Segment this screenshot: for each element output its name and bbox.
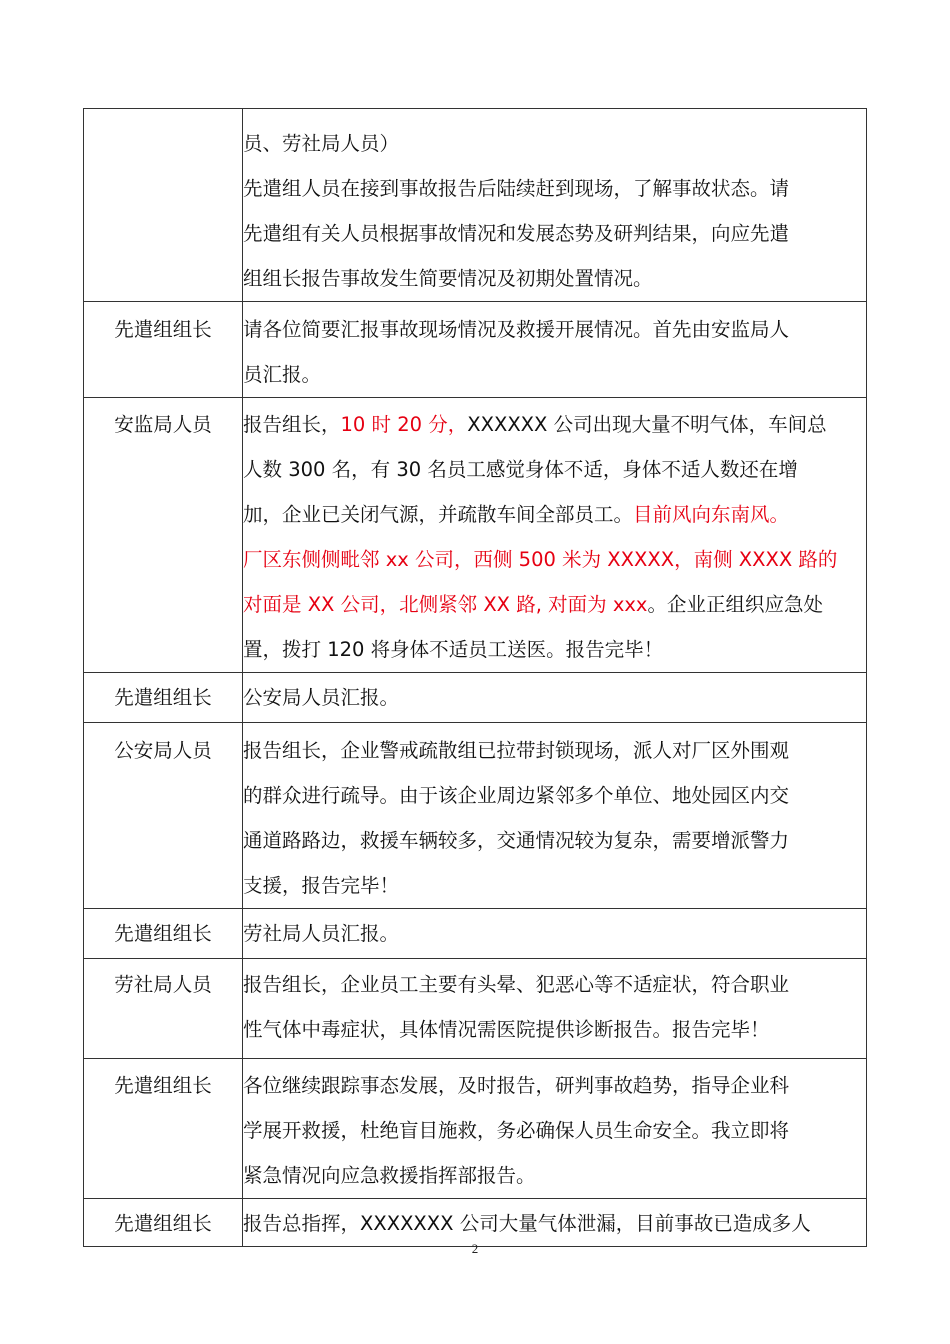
- speaker-cell: [84, 109, 243, 302]
- dialogue-text: 报告总指挥，XXXXXXX 公司大量气体泄漏，目前事故已造成多人: [243, 1212, 811, 1235]
- dialogue-line: [243, 582, 866, 627]
- dialogue-line: [243, 352, 866, 397]
- dialogue-line: [243, 818, 866, 863]
- dialogue-text: 的群众进行疏导。由于该企业周边紧邻多个单位、地处园区内交: [243, 784, 790, 807]
- dialogue-cell: [243, 673, 867, 723]
- dialogue-cell: [243, 302, 867, 398]
- highlighted-text: 对面是 XX 公司，北侧紧邻 XX 路, 对面为 xxx: [243, 593, 648, 616]
- dialogue-text: 报告组长，企业警戒疏散组已拉带封锁现场，派人对厂区外围观: [243, 739, 790, 762]
- dialogue-line: [243, 121, 866, 166]
- table-row: [84, 673, 867, 723]
- dialogue-line: [243, 447, 866, 492]
- dialogue-line: [243, 675, 866, 720]
- dialogue-line: [243, 402, 866, 447]
- dialogue-line: [243, 863, 866, 908]
- dialogue-text: 紧急情况向应急救援指挥部报告。: [243, 1164, 536, 1187]
- dialogue-line: [243, 962, 866, 1007]
- table-row: [84, 909, 867, 959]
- dialogue-text: 先遣组人员在接到事故报告后陆续赶到现场，了解事故状态。请: [243, 177, 790, 200]
- table-row: [84, 959, 867, 1059]
- highlighted-text: 目前风向东南风。: [633, 503, 790, 526]
- dialogue-text: 请各位简要汇报事故现场情况及救援开展情况。首先由安监局人: [243, 318, 790, 341]
- table-body: [84, 109, 867, 1247]
- dialogue-text: 。企业正组织应急处: [647, 593, 823, 616]
- dialogue-line: [243, 537, 866, 582]
- dialogue-cell: [243, 1059, 867, 1199]
- dialogue-text: XXXXXX 公司出现大量不明气体，车间总: [467, 413, 827, 436]
- dialogue-text: 报告组长，: [243, 413, 341, 436]
- speaker-cell: 先遣组组长: [84, 673, 243, 723]
- dialogue-line: [243, 1153, 866, 1198]
- dialogue-text: 置，拨打 120 将身体不适员工送医。报告完毕！: [243, 638, 664, 661]
- table-row: [84, 302, 867, 398]
- speaker-cell: 先遣组组长: [84, 1059, 243, 1199]
- dialogue-cell: [243, 909, 867, 959]
- dialogue-text: 公安局人员汇报。: [243, 686, 400, 709]
- dialogue-line: [243, 773, 866, 818]
- dialogue-text: 学展开救援，杜绝盲目施救，务必确保人员生命安全。我立即将: [243, 1119, 790, 1142]
- highlighted-text: 厂区东侧侧毗邻 xx 公司，西侧 500 米为 XXXXX，南侧 XXXX 路的: [243, 548, 838, 571]
- speaker-cell: 安监局人员: [84, 398, 243, 673]
- dialogue-line: [243, 166, 866, 211]
- dialogue-line: [243, 1108, 866, 1153]
- table-row: [84, 1059, 867, 1199]
- speaker-cell: 劳社局人员: [84, 959, 243, 1059]
- dialogue-line: [243, 256, 866, 301]
- table-row: [84, 398, 867, 673]
- drill-script-table: [83, 108, 867, 1247]
- dialogue-text: 组组长报告事故发生简要情况及初期处置情况。: [243, 267, 653, 290]
- dialogue-line: [243, 307, 866, 352]
- dialogue-text: 报告组长，企业员工主要有头晕、犯恶心等不适症状，符合职业: [243, 973, 790, 996]
- dialogue-text: 人数 300 名，有 30 名员工感觉身体不适，身体不适人数还在增: [243, 458, 798, 481]
- dialogue-text: 各位继续跟踪事态发展，及时报告，研判事故趋势，指导企业科: [243, 1074, 790, 1097]
- dialogue-cell: [243, 1199, 867, 1247]
- speaker-cell: 先遣组组长: [84, 302, 243, 398]
- table-row: [84, 723, 867, 909]
- dialogue-line: [243, 1063, 866, 1108]
- dialogue-cell: [243, 723, 867, 909]
- dialogue-cell: [243, 959, 867, 1059]
- speaker-cell: 先遣组组长: [84, 909, 243, 959]
- dialogue-text: 先遣组有关人员根据事故情况和发展态势及研判结果，向应先遣: [243, 222, 790, 245]
- speaker-cell: 先遣组组长: [84, 1199, 243, 1247]
- dialogue-line: [243, 911, 866, 956]
- dialogue-text: 劳社局人员汇报。: [243, 922, 400, 945]
- table-row: [84, 1199, 867, 1247]
- highlighted-text: 10 时 20 分，: [340, 413, 468, 436]
- speaker-cell: 公安局人员: [84, 723, 243, 909]
- dialogue-text: 性气体中毒症状，具体情况需医院提供诊断报告。报告完毕！: [243, 1018, 770, 1041]
- dialogue-text: 支援，报告完毕！: [243, 874, 400, 897]
- dialogue-line: [243, 1007, 866, 1052]
- dialogue-line: [243, 627, 866, 672]
- dialogue-cell: [243, 398, 867, 673]
- dialogue-line: [243, 492, 866, 537]
- dialogue-line: [243, 1201, 866, 1246]
- dialogue-text: 员、劳社局人员）: [243, 132, 400, 155]
- dialogue-text: 通道路路边，救援车辆较多，交通情况较为复杂，需要增派警力: [243, 829, 790, 852]
- dialogue-cell: [243, 109, 867, 302]
- dialogue-line: [243, 728, 866, 773]
- dialogue-line: [243, 211, 866, 256]
- page-number: 2: [471, 1241, 479, 1256]
- dialogue-text: 加，企业已关闭气源，并疏散车间全部员工。: [243, 503, 634, 526]
- dialogue-text: 员汇报。: [243, 363, 322, 386]
- table-row: [84, 109, 867, 302]
